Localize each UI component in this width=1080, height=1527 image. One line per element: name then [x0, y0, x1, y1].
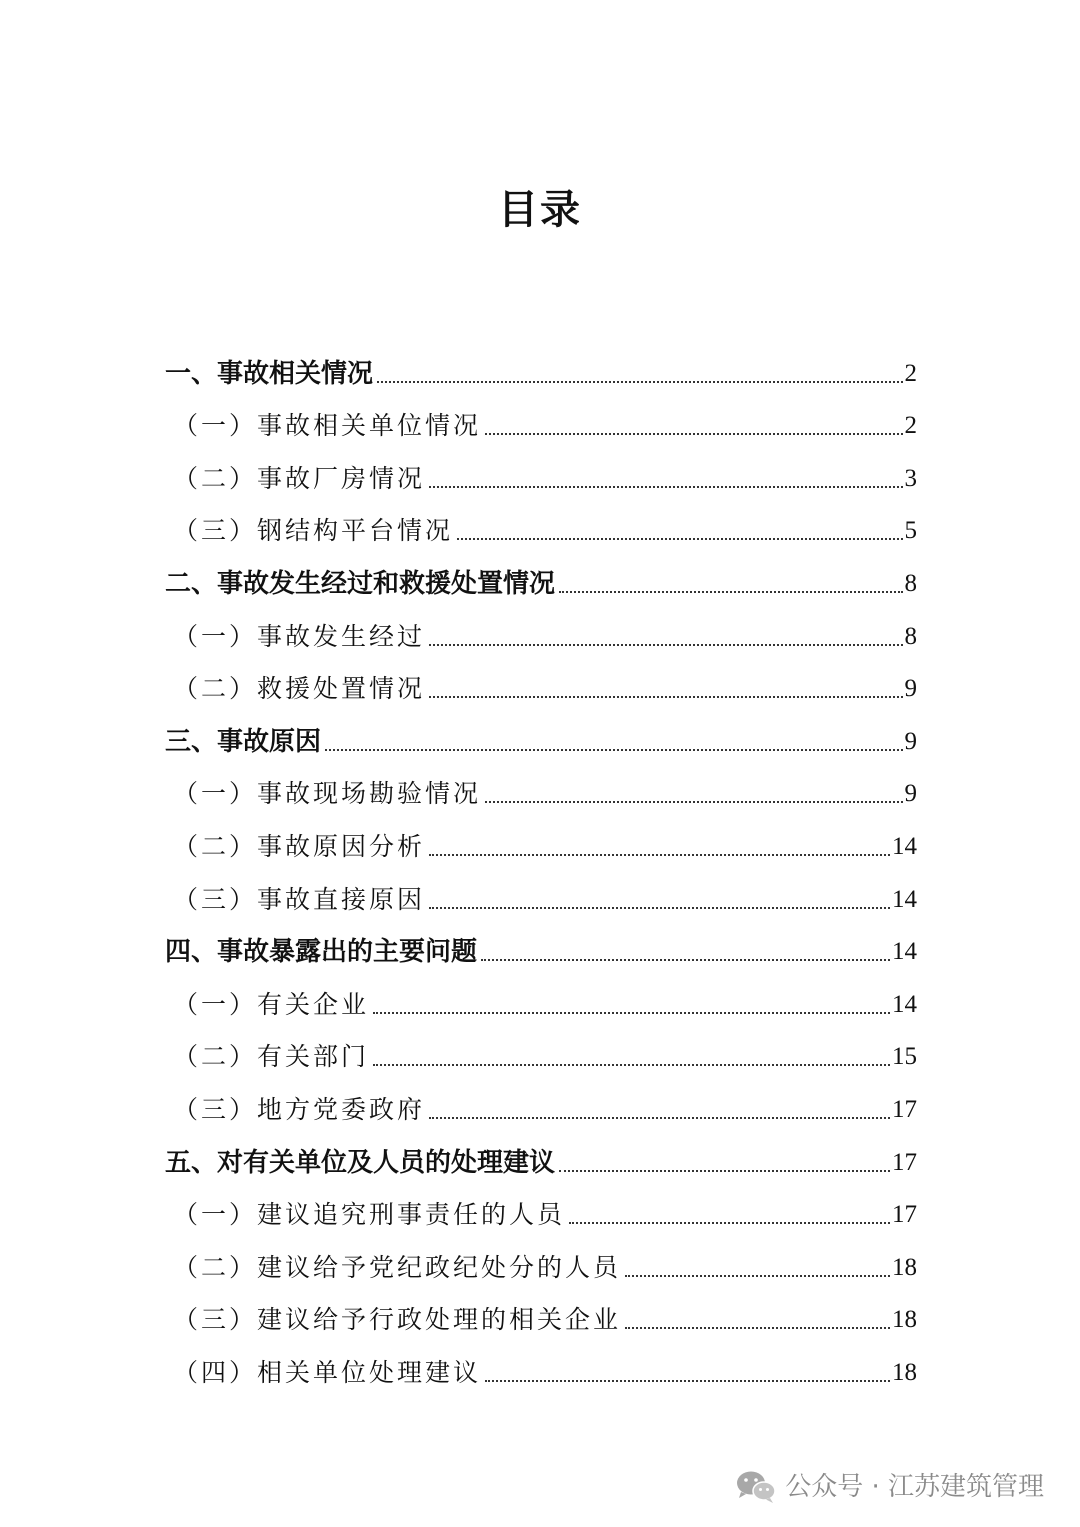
- toc-dot-leader: [373, 1012, 890, 1014]
- toc-dot-leader: [429, 696, 902, 698]
- table-of-contents: [165, 348, 917, 1400]
- toc-page-number: 18: [892, 1253, 917, 1281]
- toc-entry-label: （二）建议给予党纪政纪处分的人员: [173, 1252, 622, 1282]
- toc-page-number: 3: [904, 464, 917, 492]
- toc-dot-leader: [429, 907, 890, 909]
- toc-entry-label: （二）救援处置情况: [173, 674, 426, 704]
- toc-entry-label: 二、事故发生经过和救援处置情况: [165, 568, 556, 599]
- toc-dot-leader: [377, 381, 902, 383]
- toc-section[interactable]: [165, 348, 917, 401]
- toc-subsection[interactable]: [165, 874, 917, 927]
- toc-dot-leader: [429, 486, 902, 488]
- toc-page-number: 17: [892, 1201, 917, 1229]
- toc-entry-label: 五、对有关单位及人员的处理建议: [165, 1147, 556, 1178]
- toc-subsection[interactable]: [165, 1347, 917, 1400]
- toc-dot-leader: [429, 644, 902, 646]
- toc-dot-leader: [559, 1170, 890, 1172]
- toc-entry-label: 三、事故原因: [165, 726, 322, 757]
- toc-page-number: 5: [904, 517, 917, 545]
- toc-entry-label: （三）建议给予行政处理的相关企业: [173, 1305, 622, 1335]
- toc-subsection[interactable]: [165, 1242, 917, 1295]
- toc-dot-leader: [625, 1275, 890, 1277]
- toc-subsection[interactable]: [165, 506, 917, 559]
- toc-entry-label: （二）有关部门: [173, 1042, 370, 1072]
- toc-entry-label: （一）事故现场勘验情况: [173, 779, 482, 809]
- toc-entry-label: （二）事故厂房情况: [173, 463, 426, 493]
- toc-page-number: 15: [892, 1043, 917, 1071]
- toc-subsection[interactable]: [165, 611, 917, 664]
- toc-page-number: 9: [904, 675, 917, 703]
- toc-page-number: 18: [892, 1358, 917, 1386]
- page-title: 目录: [498, 187, 582, 233]
- toc-dot-leader: [485, 433, 902, 435]
- toc-page-number: 2: [904, 359, 917, 387]
- toc-dot-leader: [457, 538, 902, 540]
- toc-page-number: 9: [904, 727, 917, 755]
- toc-entry-label: （三）事故直接原因: [173, 884, 426, 914]
- toc-page-number: 8: [904, 569, 917, 597]
- toc-entry-label: （四）相关单位处理建议: [173, 1357, 482, 1387]
- toc-page-number: 9: [904, 780, 917, 808]
- toc-page-number: 14: [892, 885, 917, 913]
- toc-subsection[interactable]: [165, 1190, 917, 1243]
- toc-subsection[interactable]: [165, 979, 917, 1032]
- toc-dot-leader: [429, 854, 890, 856]
- toc-section[interactable]: [165, 558, 917, 611]
- toc-entry-label: 四、事故暴露出的主要问题: [165, 937, 478, 968]
- watermark: [735, 1469, 1044, 1505]
- toc-page-number: 18: [892, 1306, 917, 1334]
- toc-entry-label: （一）事故发生经过: [173, 621, 426, 651]
- toc-page-number: 17: [892, 1148, 917, 1176]
- toc-subsection[interactable]: [165, 1295, 917, 1348]
- toc-subsection[interactable]: [165, 1032, 917, 1085]
- watermark-text: 公众号 · 江苏建筑管理: [785, 1472, 1044, 1502]
- toc-section[interactable]: [165, 927, 917, 980]
- toc-dot-leader: [373, 1064, 890, 1066]
- toc-section[interactable]: [165, 716, 917, 769]
- toc-dot-leader: [325, 749, 902, 751]
- toc-dot-leader: [485, 801, 902, 803]
- toc-entry-label: （二）事故原因分析: [173, 831, 426, 861]
- toc-dot-leader: [625, 1327, 890, 1329]
- toc-entry-label: （一）有关企业: [173, 989, 370, 1019]
- toc-subsection[interactable]: [165, 453, 917, 506]
- toc-subsection[interactable]: [165, 769, 917, 822]
- toc-dot-leader: [485, 1380, 890, 1382]
- toc-subsection[interactable]: [165, 1084, 917, 1137]
- toc-section[interactable]: [165, 1137, 917, 1190]
- toc-dot-leader: [481, 959, 890, 961]
- toc-dot-leader: [569, 1222, 890, 1224]
- toc-subsection[interactable]: [165, 821, 917, 874]
- toc-page-number: 14: [892, 938, 917, 966]
- toc-subsection[interactable]: [165, 401, 917, 454]
- toc-entry-label: （一）建议追究刑事责任的人员: [173, 1200, 566, 1230]
- toc-entry-label: 一、事故相关情况: [165, 358, 374, 389]
- toc-subsection[interactable]: [165, 664, 917, 717]
- toc-page-number: 2: [904, 412, 917, 440]
- toc-page-number: 14: [892, 990, 917, 1018]
- toc-page-number: 14: [892, 832, 917, 860]
- toc-dot-leader: [559, 591, 902, 593]
- toc-entry-label: （三）钢结构平台情况: [173, 516, 454, 546]
- toc-entry-label: （三）地方党委政府: [173, 1094, 426, 1124]
- wechat-icon: [735, 1469, 777, 1505]
- toc-page-number: 8: [904, 622, 917, 650]
- toc-dot-leader: [429, 1117, 890, 1119]
- toc-entry-label: （一）事故相关单位情况: [173, 411, 482, 441]
- toc-page-number: 17: [892, 1095, 917, 1123]
